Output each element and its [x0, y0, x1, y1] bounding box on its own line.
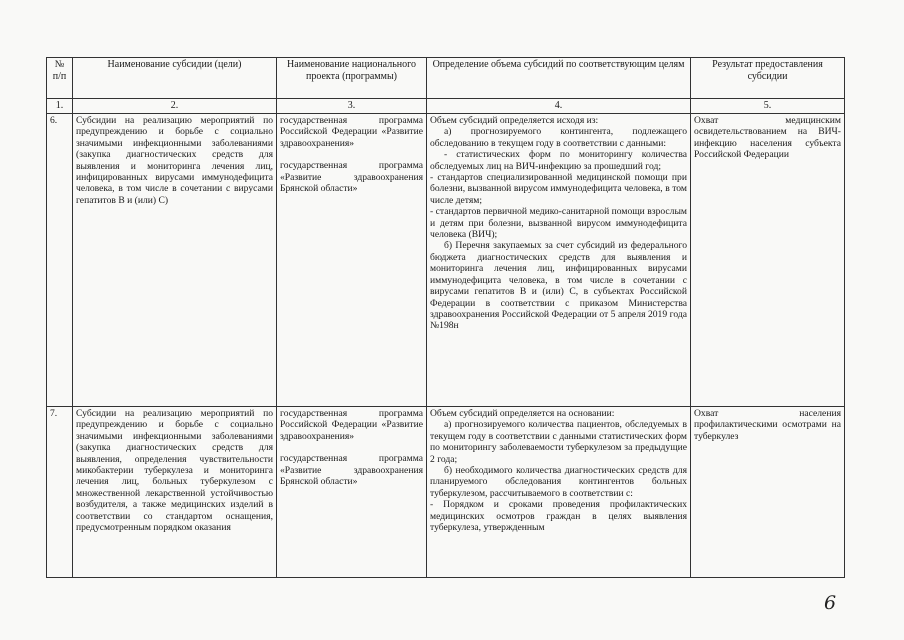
volume-definition — [427, 114, 691, 407]
method-paragraph: б) необходимого количества диагностических средств для планируемого обследования контингентов больных туберкулезом, рассчитываемого в соответствии с: — [430, 465, 687, 499]
column-number: 5. — [691, 99, 845, 114]
subsidy-table — [46, 57, 845, 578]
program-federal: государственная программа Российской Федерации «Развитие здравоохранения» — [280, 408, 423, 442]
header-volume-definition: Определение объема субсидий по соответствующим целям — [427, 58, 691, 99]
column-number: 1. — [47, 99, 73, 114]
table-row — [47, 407, 845, 578]
row-number: 7. — [47, 407, 73, 578]
result: Охват медицинским освидетельствованием на ВИЧ-инфекцию населения субъекта Российской Федерации — [691, 114, 845, 407]
program-regional: государственная программа «Развитие здравоохранения Брянской области» — [280, 453, 423, 488]
method-paragraph: Объем субсидий определяется исходя из: — [430, 115, 599, 126]
method-paragraph: - статистических форм по мониторингу количества обследуемых лиц на ВИЧ-инфекцию за прошедший год; — [430, 149, 687, 172]
header-result: Результат предоставления субсидии — [691, 58, 845, 99]
column-number: 4. — [427, 99, 691, 114]
volume-definition — [427, 407, 691, 578]
method-paragraph: а) прогнозируемого количества пациентов, обследуемых в текущем году в соответствии с данными статистических форм по мониторингу заболеваемости туберкулезом за предыдущие 2 года; — [430, 419, 687, 465]
program-regional: государственная программа «Развитие здравоохранения Брянской области» — [280, 160, 423, 195]
method-paragraph: - Порядком и сроками проведения профилактических медицинских осмотров граждан в целях выявления туберкулеза, утвержденным — [430, 499, 687, 534]
column-number: 2. — [73, 99, 277, 114]
table-row — [47, 114, 845, 407]
method-paragraph: б) Перечня закупаемых за счет субсидий из федерального бюджета диагностических средств для выявления и мониторинга лечения лиц, инфицированных вирусами иммунодефицита человека, в том числе в сочетании с вирусами гепатитов В и (или) С, в субъектах Российской Федерации в соответствии с приказом Министерства здравоохранения Российской Федерации от 5 апреля 2019 года №198н — [430, 240, 687, 332]
subsidy-name: Субсидии на реализацию мероприятий по предупреждению и борьбе с социально значимыми инфекционными заболеваниями (закупка диагностических средств для выявления, определения чувствительности микобактерии туберкулеза и мониторинга лечения лиц, больных туберкулезом с множественной лекарственной устойчивостью возбудителя, а также медицинских изделий в соответствии со стандартом оснащения, предусмотренным порядком оказания — [73, 407, 277, 578]
program-cell — [277, 114, 427, 407]
result: Охват населения профилактическими осмотрами на туберкулез — [691, 407, 845, 578]
page-number: 6 — [824, 592, 837, 614]
header-project-name: Наименование национального проекта (программы) — [277, 58, 427, 99]
subsidy-name: Субсидии на реализацию мероприятий по предупреждению и борьбе с социально значимыми инфекционными заболеваниями (закупка диагностических средств для выявления и мониторинга лечения лиц, инфицированных вирусами иммунодефицита человека, в том числе в сочетании с вирусами гепатитов В и (или) С) — [73, 114, 277, 407]
program-cell — [277, 407, 427, 578]
header-number: № п/п — [47, 58, 73, 99]
program-federal: государственная программа Российской Федерации «Развитие здравоохранения» — [280, 115, 423, 149]
method-paragraph: Объем субсидий определяется на основании: — [430, 408, 615, 419]
table-header-row — [47, 58, 845, 99]
column-number: 3. — [277, 99, 427, 114]
column-number-row — [47, 99, 845, 114]
method-paragraph: - стандартов специализированной медицинской помощи при болезни, вызванной вирусом иммунодефицита человека, в том числе детям; — [430, 172, 687, 206]
header-subsidy-name: Наименование субсидии (цели) — [73, 58, 277, 99]
method-paragraph: а) прогнозируемого контингента, подлежащего обследованию в текущем году в соответствии с данными: — [430, 126, 687, 149]
method-paragraph: - стандартов первичной медико-санитарной помощи взрослым и детям при болезни, вызванной вирусом иммунодефицита человека (ВИЧ); — [430, 206, 687, 241]
row-number: 6. — [47, 114, 73, 407]
